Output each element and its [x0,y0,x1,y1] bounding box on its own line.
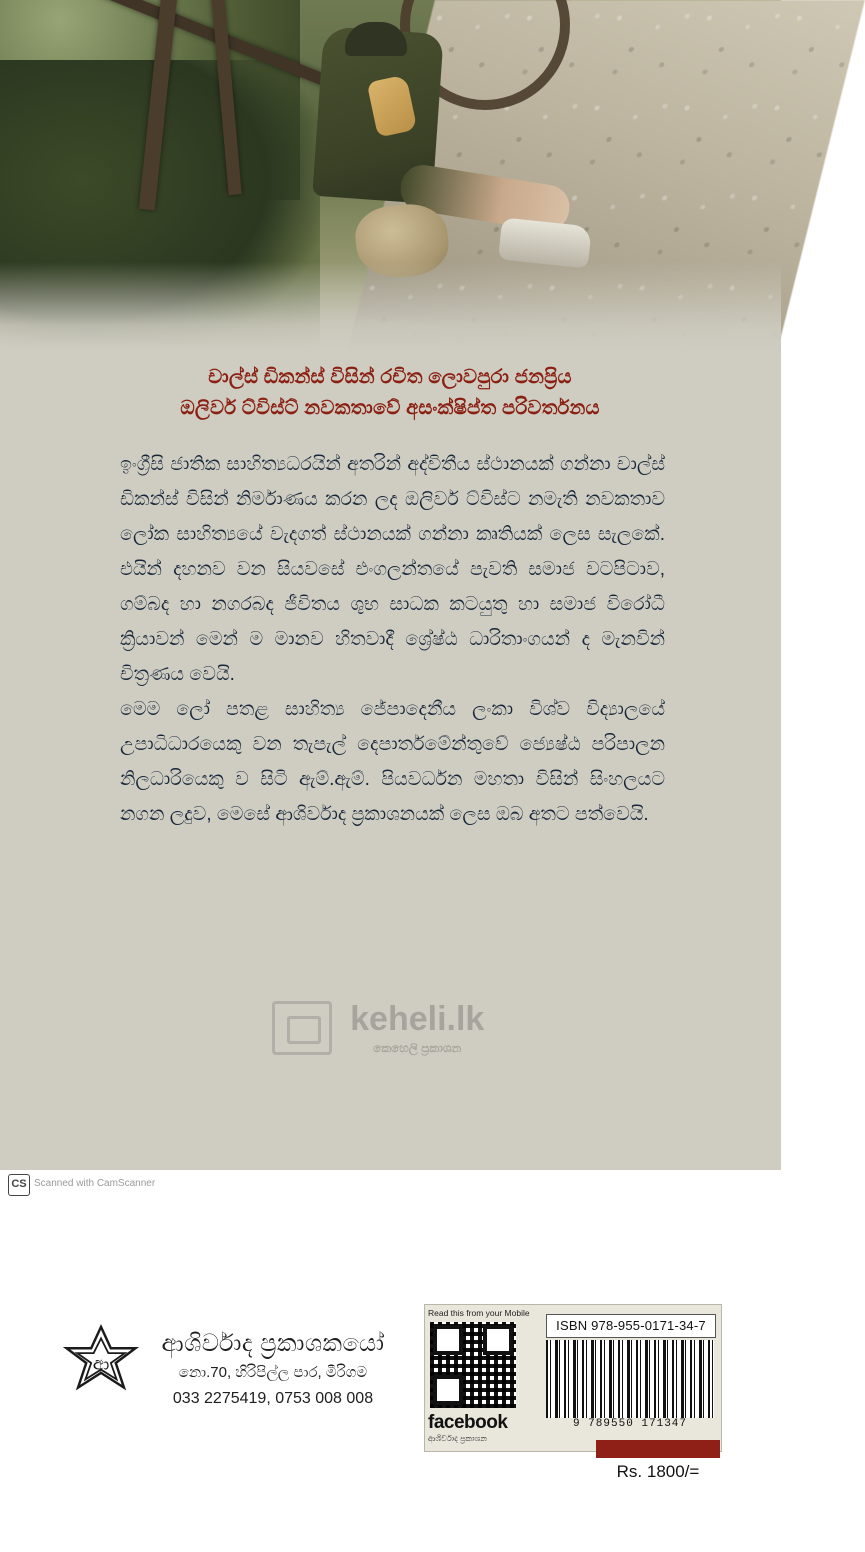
photo-bottom-fade [0,262,781,352]
back-cover-heading [100,362,680,424]
price-highlight-bar [596,1440,720,1458]
watermark-icon [272,1001,332,1055]
facebook-sublabel: ආශිර්වාද ප්‍රකාශන [428,1434,487,1443]
qr-finder-top-left [433,1325,463,1355]
back-cover-blurb [120,447,665,832]
publisher-address: නො.70, හිරිපිල්ල පාර, මීරිගම [178,1364,368,1381]
publisher-star-logo-icon [60,1322,142,1404]
camscanner-badge-icon: CS [8,1174,30,1196]
isbn-number: ISBN 978-955-0171-34-7 [546,1314,716,1338]
publisher-phone: 033 2275419, 0753 008 008 [172,1390,374,1407]
back-cover-footer [0,1308,781,1552]
publisher-name: ආශිර්වාද ප්‍රකාශකයෝ [161,1330,385,1357]
facebook-label: facebook [428,1412,508,1433]
blurb-paragraph-2: මෙම ලෝ පතළ සාහිත්‍ය ජේපාදෙනීය ලංකා විශ්ව විද්‍යාලයේ උපාධිධාරයෙකු වන තැපැල් දෙපාර්තමේන්තුවේ ජ්‍යෙෂ්ඨ පරිපාලන නිලධාරියෙකු ව සිටි ඇම්.ඇම්. පියවර්ධන මහතා විසින් සිංහලයට නගන ලදුව, මෙසේ ආශිර්වාද ප්‍රකාශනයක් ලෙස ඔබ අතට පත්වෙයි. [120,699,665,825]
qr-instruction-text: Read this from your Mobile [428,1308,530,1318]
heading-line-2: ඔලිවර් ට්විස්ට් නවකතාවේ අසංක්ෂිප්ත පරිවර්තනය [180,397,600,419]
scanner-footer-strip [0,1170,781,1200]
camscanner-note: Scanned with CamScanner [34,1178,156,1189]
heading-line-1: චාල්ස් ඩිකන්ස් විසින් රචිත ලොවපුරා ජනප්‍රිය [208,366,572,388]
qr-code-icon [430,1322,516,1408]
blurb-paragraph-1: ඉංග්‍රීසි ජාතික සාහිත්‍යධරයින් අතරින් අද්විතීය ස්ථානයක් ගන්නා චාල්ස් ඩිකන්ස් විසින් නිර්මාණය කරන ලද ඔලිවර් ට්විස්ට නමැති නවකතාව ලෝක සාහිත්‍යයේ වැදගත් ස්ථානයක් ගන්නා කෘතියක් ලෙස සැලකේ. එයින් දහනව වන සියවසේ එංගලන්තයේ පැවති සමාජ වටපිටාව, ගම්බද හා නගරබද ජීවිතය ශුභ සාධක කටයුතු හා සමාජ විරෝධී ක්‍රියාවන් මෙන් ම මානව හිතවාදී ශ්‍රේෂ්ඨ ධාරිතාංගයන් ද මැනවින් චිත්‍රණය වෙයි. [120,454,665,685]
price-label: Rs. 1800/= [616,1462,700,1481]
cover-photograph [0,0,781,352]
ean-barcode-icon [546,1340,714,1418]
scan-watermark [168,1000,588,1090]
back-cover-text-area [0,352,781,1481]
svg-text:ආ: ආ [92,1353,110,1375]
barcode-digits: 9 789550 171347 [572,1418,688,1430]
watermark-subtext: කෙහෙලි ප්‍රකාශන [373,1041,462,1055]
photo-figure-cap [345,22,407,56]
watermark-text: keheli.lk කෙහෙලි ප්‍රකාශන [350,1000,485,1055]
qr-finder-top-right [483,1325,513,1355]
qr-finder-bottom-left [433,1375,463,1405]
